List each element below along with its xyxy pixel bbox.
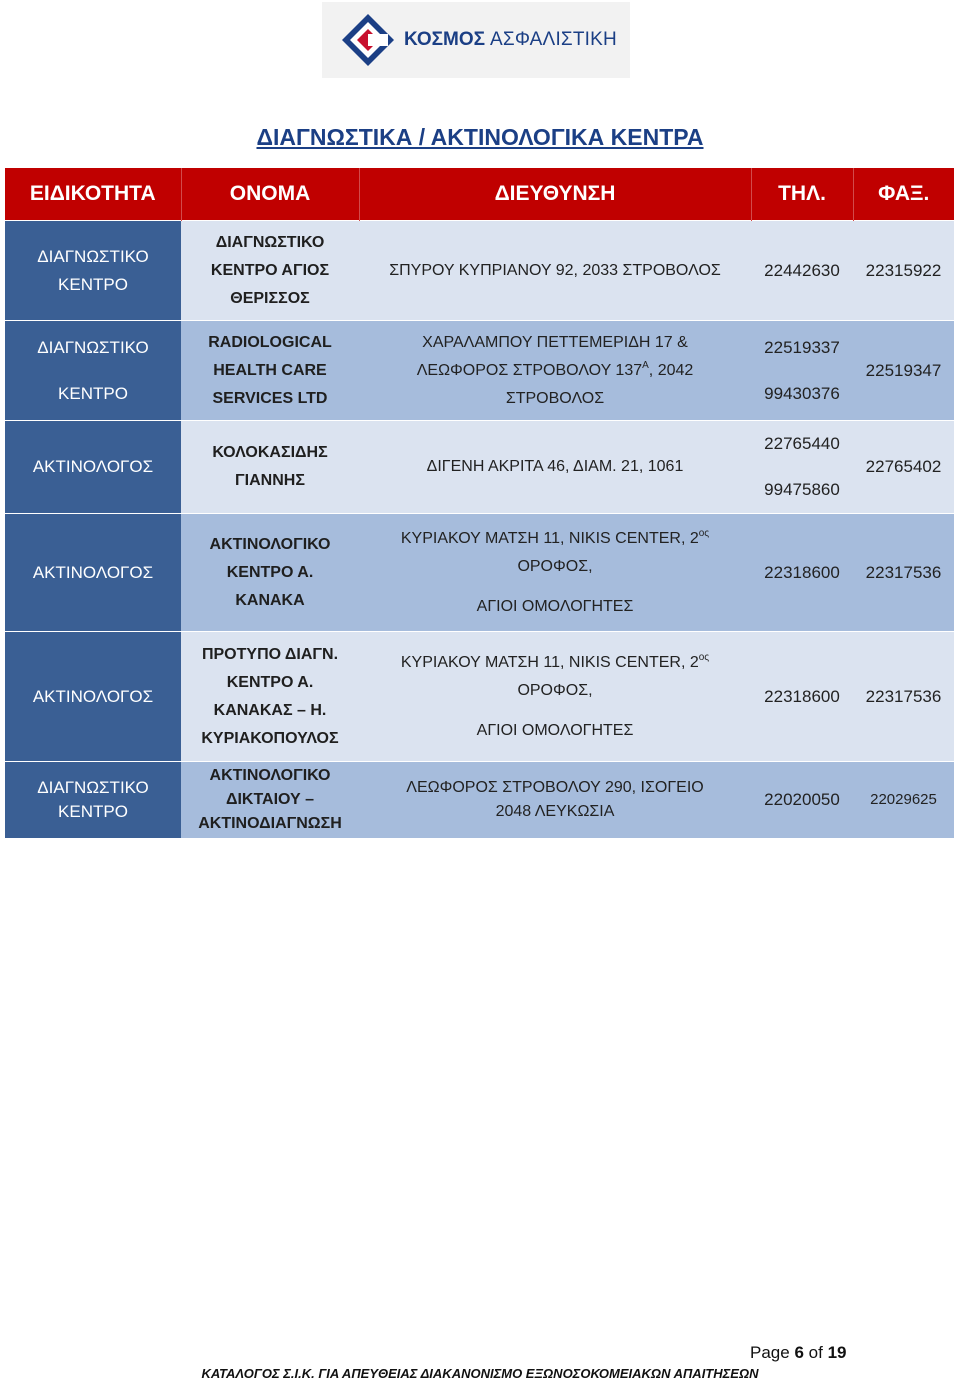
- name-line: ΚΕΝΤΡΟ Α.: [226, 673, 314, 691]
- directory-table: [5, 168, 954, 838]
- name-line: ΑΚΤΙΝΟΛΟΓΙΚΟ: [209, 766, 331, 784]
- page-of: of: [808, 1343, 823, 1362]
- logo-brand: ΚΟΣΜΟΣ: [404, 29, 486, 50]
- cell-name: [181, 762, 359, 838]
- cell-address: [359, 221, 751, 321]
- cell-fax: 22315922: [853, 221, 954, 321]
- tel-number: 22519337: [764, 337, 840, 357]
- address-line: ΑΓΙΟΙ ΟΜΟΛΟΓΗΤΕΣ: [476, 721, 634, 739]
- cell-fax: 22317536: [853, 514, 954, 632]
- name-line: ΚΕΝΤΡΟ Α.: [226, 563, 314, 581]
- header-specialty: ΕΙΔΙΚΟΤΗΤΑ: [5, 168, 181, 221]
- address-text: ΚΥΡΙΑΚΟΥ ΜΑΤΣΗ 11, NIKIS CENTER, 2: [400, 653, 699, 671]
- address-superscript: Α: [642, 359, 649, 371]
- specialty-line: ΔΙΑΓΝΩΣΤΙΚΟ: [37, 246, 149, 266]
- address-superscript: ος: [698, 651, 710, 663]
- cell-specialty: [5, 221, 181, 321]
- cell-name: [181, 221, 359, 321]
- specialty-line: ΑΚΤΙΝΟΛΟΓΟΣ: [32, 562, 154, 582]
- cell-address: [359, 632, 751, 762]
- cell-address: [359, 762, 751, 838]
- cell-specialty: [5, 514, 181, 632]
- cell-specialty: [5, 421, 181, 514]
- header-address: ΔΙΕΥΘΥΝΣΗ: [359, 168, 751, 221]
- header-tel: ΤΗΛ.: [751, 168, 853, 221]
- address-text: ΛΕΩΦΟΡΟΣ ΣΤΡΟΒΟΛΟΥ 137: [416, 361, 643, 379]
- specialty-line: ΑΚΤΙΝΟΛΟΓΟΣ: [32, 457, 154, 476]
- kosmos-logo-icon: [340, 12, 396, 68]
- page-current: 6: [794, 1343, 804, 1362]
- specialty-line: ΔΙΑΓΝΩΣΤΙΚΟ: [37, 337, 149, 357]
- address-superscript: ος: [698, 527, 710, 539]
- address-line: ΧΑΡΑΛΑΜΠΟΥ ΠΕΤΤΕΜΕΡΙΔΗ 17 &: [422, 333, 688, 351]
- cell-name: [181, 632, 359, 762]
- table-header-row: [5, 168, 954, 221]
- tel-number: 99475860: [764, 480, 840, 499]
- address-line: ΣΠΥΡΟΥ ΚΥΠΡΙΑΝΟΥ 92, 2033 ΣΤΡΟΒΟΛΟΣ: [389, 261, 721, 279]
- name-line: ΑΚΤΙΝΟΛΟΓΙΚΟ: [209, 535, 331, 553]
- name-line: ΔΙΚΤΑΙΟΥ –: [225, 790, 315, 808]
- cell-fax: 22317536: [853, 632, 954, 762]
- cell-name: [181, 421, 359, 514]
- logo-subtitle: ΑΣΦΑΛΙΣΤΙΚΗ: [490, 29, 617, 50]
- address-line: ΛΕΩΦΟΡΟΣ ΣΤΡΟΒΟΛΟΥ 290, ΙΣΟΓΕΙΟ: [406, 778, 704, 796]
- company-logo: [322, 2, 630, 78]
- specialty-line: ΑΚΤΙΝΟΛΟΓΟΣ: [32, 686, 154, 706]
- cell-tel: [751, 221, 853, 321]
- cell-fax: 22519347: [853, 321, 954, 421]
- table-row: [5, 421, 954, 514]
- name-line: RADIOLOGICAL: [208, 333, 332, 351]
- cell-tel: [751, 514, 853, 632]
- address-line: ΔΙΓΕΝΗ ΑΚΡΙΤΑ 46, ΔΙΑΜ. 21, 1061: [426, 458, 684, 475]
- address-line: [359, 525, 751, 553]
- page-total: 19: [827, 1343, 847, 1362]
- tel-number: 22318600: [764, 686, 840, 706]
- name-line: HEALTH CARE: [213, 361, 327, 379]
- specialty-line: ΔΙΑΓΝΩΣΤΙΚΟ: [37, 777, 149, 797]
- address-line: [359, 649, 751, 677]
- name-line: ΠΡΟΤΥΠΟ ΔΙΑΓΝ.: [201, 645, 339, 663]
- cell-tel: [751, 321, 853, 421]
- table-row: [5, 514, 954, 632]
- header-name: ΟΝΟΜΑ: [181, 168, 359, 221]
- cell-name: [181, 514, 359, 632]
- tel-number: 22765440: [764, 434, 840, 453]
- name-line: ΚΕΝΤΡΟ ΑΓΙΟΣ: [210, 261, 330, 279]
- cell-address: [359, 514, 751, 632]
- address-line: ΟΡΟΦΟΣ,: [517, 681, 593, 699]
- logo-wordmark: [404, 29, 617, 51]
- cell-specialty: [5, 321, 181, 421]
- table-row: [5, 321, 954, 421]
- cell-address: [359, 421, 751, 514]
- address-line: ΑΓΙΟΙ ΟΜΟΛΟΓΗΤΕΣ: [476, 597, 634, 615]
- address-line: [359, 357, 751, 385]
- address-text: , 2042: [648, 361, 694, 379]
- name-line: ΑΚΤΙΝΟΔΙΑΓΝΩΣΗ: [198, 814, 342, 832]
- table-row: [5, 762, 954, 838]
- tel-number: 99430376: [764, 383, 840, 403]
- name-line: ΚΑΝΑΚΑΣ – Η.: [213, 701, 327, 719]
- name-line: ΓΙΑΝΝΗΣ: [235, 472, 305, 489]
- cell-address: [359, 321, 751, 421]
- cell-specialty: [5, 632, 181, 762]
- specialty-line: ΚΕΝΤΡΟ: [58, 274, 128, 294]
- address-line: ΟΡΟΦΟΣ,: [517, 557, 593, 575]
- cell-fax: 22765402: [853, 421, 954, 514]
- cell-name: [181, 321, 359, 421]
- header-fax: ΦΑΞ.: [853, 168, 954, 221]
- address-line: 2048 ΛΕΥΚΩΣΙΑ: [495, 802, 615, 820]
- footer-text: ΚΑΤΑΛΟΓΟΣ Σ.Ι.Κ. ΓΙΑ ΑΠΕΥΘΕΙΑΣ ΔΙΑΚΑΝΟΝΙΣΜΟ ΕΞΩΝΟΣΟΚΟΜΕΙΑΚΩΝ ΑΠΑΙΤΗΣΕΩΝ: [201, 1366, 759, 1381]
- tel-number: 22318600: [764, 562, 840, 582]
- name-line: ΚΟΛΟΚΑΣΙΔΗΣ: [212, 444, 328, 461]
- page-title: ΔΙΑΓΝΩΣΤΙΚΑ / ΑΚΤΙΝΟΛΟΓΙΚΑ ΚΕΝΤΡΑ: [256, 124, 704, 150]
- table-row: [5, 632, 954, 762]
- cell-fax: 22029625: [853, 762, 954, 838]
- specialty-line: ΚΕΝΤΡΟ: [58, 801, 128, 821]
- name-line: ΘΕΡΙΣΣΟΣ: [230, 289, 310, 307]
- cell-tel: [751, 421, 853, 514]
- address-text: ΚΥΡΙΑΚΟΥ ΜΑΤΣΗ 11, NIKIS CENTER, 2: [400, 529, 699, 547]
- page-number: [750, 1343, 846, 1363]
- cell-tel: [751, 762, 853, 838]
- cell-specialty: [5, 762, 181, 838]
- page-prefix: Page: [750, 1343, 790, 1362]
- specialty-line: ΚΕΝΤΡΟ: [58, 383, 128, 403]
- tel-number: 22442630: [764, 260, 840, 280]
- cell-tel: [751, 632, 853, 762]
- address-line: ΣΤΡΟΒΟΛΟΣ: [505, 389, 605, 407]
- name-line: ΚΥΡΙΑΚΟΠΟΥΛΟΣ: [201, 729, 339, 747]
- tel-number: 22020050: [764, 789, 840, 809]
- name-line: SERVICES LTD: [212, 389, 328, 407]
- name-line: ΚΑΝΑΚΑ: [235, 591, 305, 609]
- table-row: [5, 221, 954, 321]
- name-line: ΔΙΑΓΝΩΣΤΙΚΟ: [215, 233, 325, 251]
